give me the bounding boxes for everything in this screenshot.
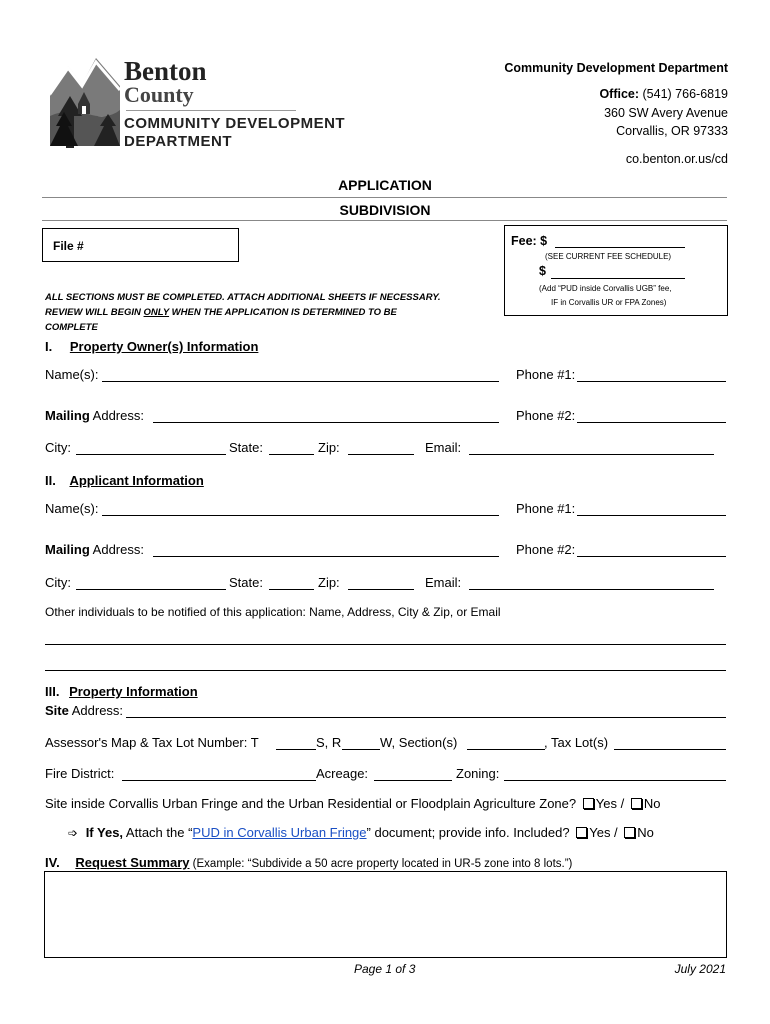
pud-fee-note-2: IF in Corvallis UR or FPA Zones) — [551, 298, 667, 307]
site-address-label — [45, 703, 123, 718]
logo-name-county: County — [124, 82, 194, 107]
applicant-email-field[interactable] — [469, 589, 714, 590]
section-4-heading — [45, 855, 572, 870]
owner-zip-field[interactable] — [348, 454, 414, 455]
other-individuals-label: Other individuals to be notified of this application: Name, Address, City & Zip, or Email — [45, 605, 501, 619]
pud-row — [68, 825, 654, 840]
applicant-zip-label: Zip: — [318, 575, 340, 590]
applicant-city-field[interactable] — [76, 589, 226, 590]
included-yes-checkbox[interactable] — [576, 827, 587, 838]
owner-zip-label: Zip: — [318, 440, 340, 455]
applicant-email-label: Email: — [425, 575, 462, 590]
owner-mailing-bold: Mailing — [45, 408, 90, 423]
office-city: Corvallis, OR 97333 — [616, 124, 728, 138]
section-1-title: Property Owner(s) Information — [69, 339, 259, 354]
fringe-question: Site inside Corvallis Urban Fringe and the Urban Residential or Floodplain Agriculture Zone? — [45, 796, 577, 811]
logo-divider — [126, 110, 296, 111]
section-4-title: Request Summary — [75, 855, 190, 870]
instructions-review: REVIEW WILL BEGIN — [45, 307, 144, 318]
applicant-phone1-field[interactable] — [577, 515, 726, 516]
pud-fee-input-line[interactable] — [551, 278, 685, 279]
owner-email-label: Email: — [425, 440, 462, 455]
fee-input-line[interactable] — [555, 247, 685, 248]
applicant-zip-field[interactable] — [348, 589, 414, 590]
owner-address-field[interactable] — [153, 422, 499, 423]
zoning-label: Zoning: — [456, 766, 500, 781]
applicant-phone1-label: Phone #1: — [516, 501, 576, 516]
applicant-mailing-bold: Mailing — [45, 542, 90, 557]
section-2-heading — [45, 473, 204, 488]
logo — [48, 56, 378, 156]
page-number: Page 1 of 3 — [354, 962, 416, 976]
owner-phone2-label: Phone #2: — [516, 408, 576, 423]
owner-city-label: City: — [45, 440, 71, 455]
owner-city-field[interactable] — [76, 454, 226, 455]
s-r-label: S, R — [316, 735, 342, 750]
section-2-num: II. — [45, 473, 56, 488]
section-4-num: IV. — [45, 855, 60, 870]
applicant-phone2-label: Phone #2: — [516, 542, 576, 557]
title-line-1: APPLICATION — [338, 177, 432, 193]
applicant-address-field[interactable] — [153, 556, 499, 557]
applicant-mailing-label — [45, 542, 144, 557]
included-no-label: No — [637, 825, 654, 840]
owner-names-label: Name(s): — [45, 367, 99, 382]
office-line — [599, 87, 728, 101]
dept-name: Community Development Department — [504, 61, 728, 75]
logo-name-benton: Benton — [124, 56, 207, 86]
site-bold: Site — [45, 703, 69, 718]
applicant-names-label: Name(s): — [45, 501, 99, 516]
instructions-line-2 — [45, 307, 397, 318]
fee-label: Fee: $ — [511, 234, 548, 248]
office-street: 360 SW Avery Avenue — [604, 106, 728, 120]
section-4-example: (Example: “Subdivide a 50 acre property located in UR-5 zone into 8 lots.”) — [189, 858, 573, 870]
included-yes-label: Yes / — [589, 825, 618, 840]
tax-lot-field[interactable] — [614, 749, 726, 750]
website: co.benton.or.us/cd — [625, 152, 728, 166]
section-3-num: III. — [45, 684, 60, 699]
fringe-question-row — [45, 796, 660, 811]
file-number-label: File # — [53, 239, 84, 253]
instructions-line-3: COMPLETE — [45, 322, 98, 333]
fringe-yes-checkbox[interactable] — [583, 798, 594, 809]
owner-mailing-label — [45, 408, 144, 423]
document-text: ” document; provide info. Included? — [366, 825, 570, 840]
arrow-icon: ➩ — [68, 826, 79, 840]
attach-text: Attach the “ — [123, 825, 193, 840]
owner-phone1-label: Phone #1: — [516, 367, 576, 382]
revision-date: July 2021 — [674, 962, 726, 976]
assessor-label: Assessor's Map & Tax Lot Number: T — [45, 735, 259, 750]
site-address-text: Address: — [68, 703, 124, 718]
fee-box — [504, 225, 728, 316]
owner-email-field[interactable] — [469, 454, 714, 455]
instructions-only: ONLY — [143, 307, 170, 318]
fire-district-label: Fire District: — [45, 766, 115, 781]
section-3-title: Property Information — [69, 684, 198, 699]
logo-line-1: COMMUNITY DEVELOPMENT — [124, 115, 346, 132]
fringe-no-label: No — [643, 796, 661, 811]
applicant-phone2-field[interactable] — [577, 556, 726, 557]
applicant-city-label: City: — [45, 575, 71, 590]
title-rule — [42, 220, 727, 221]
benton-county-logo-icon — [48, 56, 122, 150]
instructions-line-1: ALL SECTIONS MUST BE COMPLETED. ATTACH ADDITIONAL SHEETS IF NECESSARY. — [45, 292, 441, 303]
fire-district-field[interactable] — [122, 780, 316, 781]
logo-line-2: DEPARTMENT — [124, 133, 233, 150]
request-summary-textarea[interactable] — [44, 871, 727, 958]
fee-dollar-2: $ — [539, 264, 546, 278]
owner-names-field[interactable] — [102, 381, 499, 382]
section-field[interactable] — [467, 749, 545, 750]
pud-document-link[interactable]: PUD in Corvallis Urban Fringe — [192, 825, 367, 840]
acreage-label: Acreage: — [316, 766, 369, 781]
w-section-label: W, Section(s) — [380, 735, 458, 750]
applicant-state-field[interactable] — [269, 589, 314, 590]
title-line-2: SUBDIVISION — [339, 202, 431, 218]
office-phone: (541) 766-6819 — [642, 87, 728, 101]
applicant-state-label: State: — [229, 575, 263, 590]
fringe-yes-label: Yes / — [595, 796, 625, 811]
tax-lot-label: , Tax Lot(s) — [544, 735, 609, 750]
site-address-field[interactable] — [126, 717, 726, 718]
applicant-address-text: Address: — [89, 542, 144, 557]
file-number-box[interactable] — [42, 228, 239, 262]
fringe-no-checkbox[interactable] — [631, 798, 642, 809]
fee-schedule-note: (SEE CURRENT FEE SCHEDULE) — [545, 252, 672, 261]
pud-fee-note-1: (Add “PUD inside Corvallis UGB” fee, — [539, 284, 672, 293]
section-3-heading — [45, 684, 198, 699]
owner-phone2-field[interactable] — [577, 422, 726, 423]
if-yes-label: If Yes, — [85, 825, 124, 840]
acreage-field[interactable] — [374, 780, 452, 781]
owner-state-field[interactable] — [269, 454, 314, 455]
office-label: Office: — [599, 87, 640, 101]
township-field[interactable] — [276, 749, 316, 750]
applicant-names-field[interactable] — [102, 515, 499, 516]
zoning-field[interactable] — [504, 780, 726, 781]
other-individuals-field-1[interactable] — [45, 644, 726, 645]
header-rule — [42, 197, 727, 198]
range-field[interactable] — [342, 749, 380, 750]
instructions-when: WHEN THE APPLICATION IS DETERMINED TO BE — [169, 307, 397, 318]
owner-phone1-field[interactable] — [577, 381, 726, 382]
owner-address-text: Address: — [89, 408, 144, 423]
included-no-checkbox[interactable] — [624, 827, 635, 838]
section-1-heading — [45, 339, 258, 354]
section-2-title: Applicant Information — [69, 473, 204, 488]
section-1-num: I. — [45, 339, 53, 354]
other-individuals-field-2[interactable] — [45, 670, 726, 671]
owner-state-label: State: — [229, 440, 263, 455]
